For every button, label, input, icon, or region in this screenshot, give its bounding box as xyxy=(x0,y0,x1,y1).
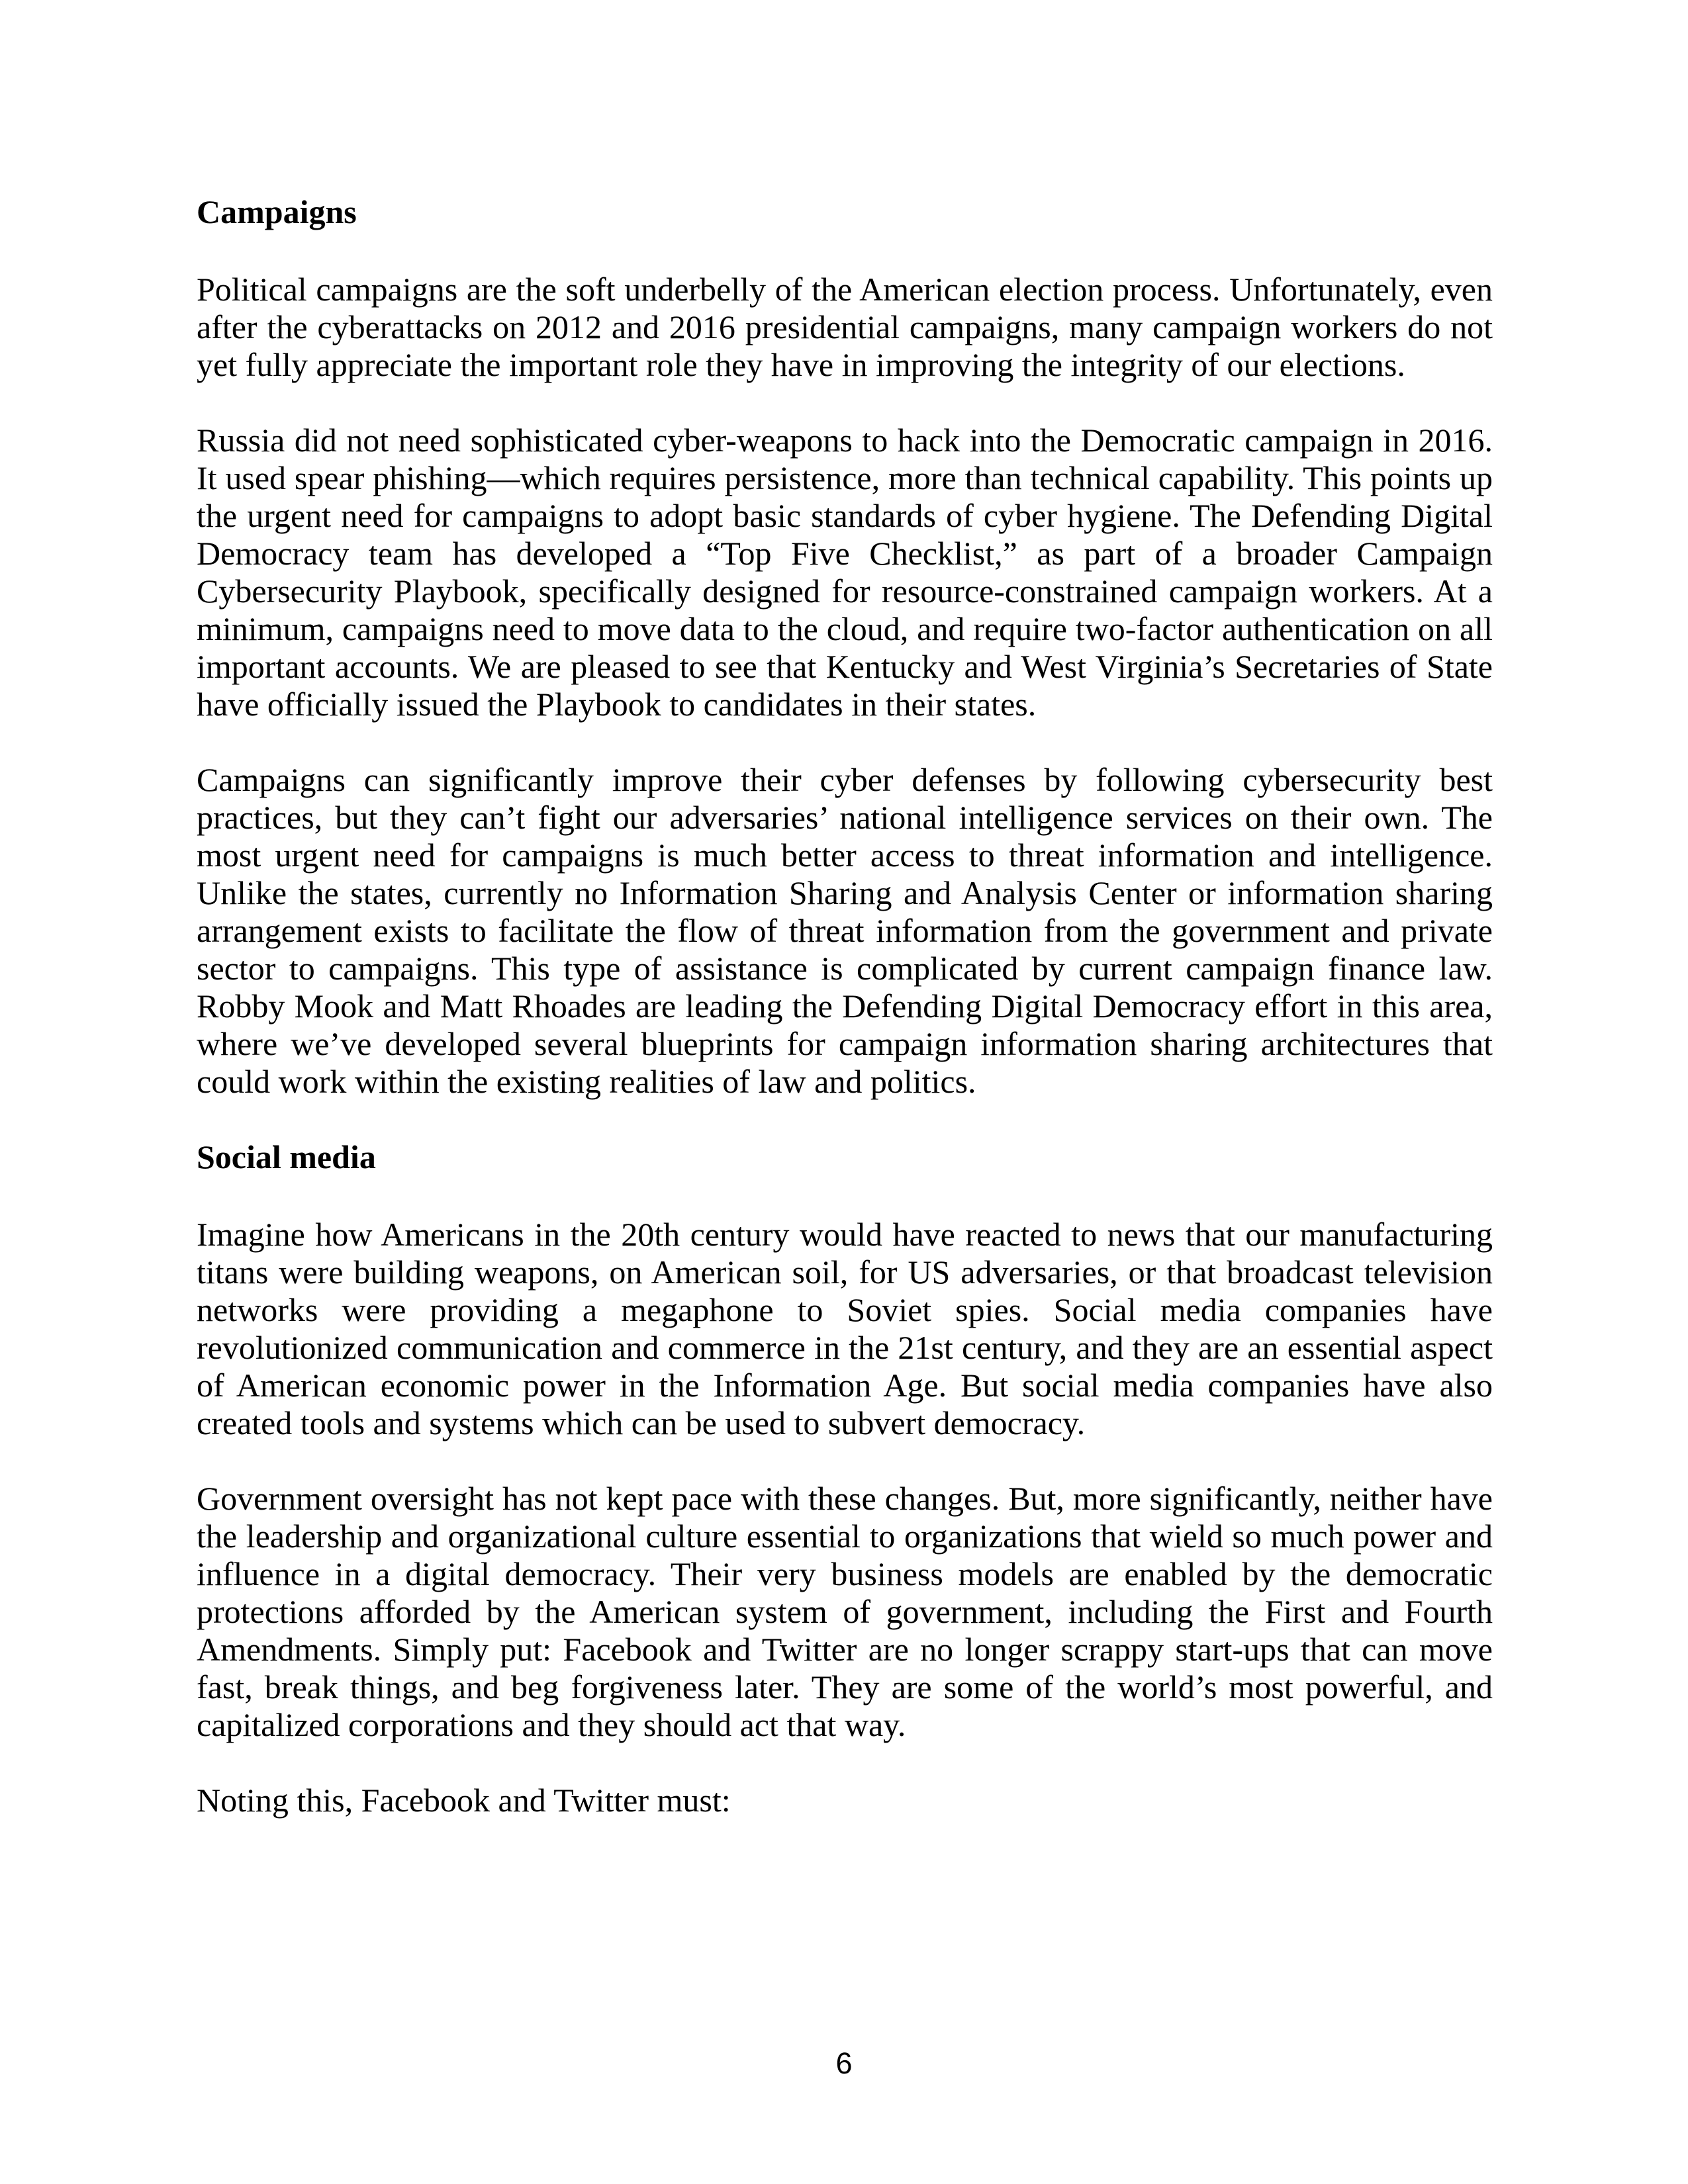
section-heading-social-media: Social media xyxy=(197,1138,376,1175)
paragraph-social-media-1: Imagine how Americans in the 20th century would have reacted to news that our manufacturing titans were building weapons, on American soil, for US adversaries, or that broadcast television networks were providing a megaphone to Soviet spies. Social media companies have revolutionized communication and commerce in the 21st century, and they are an essential aspect of American economic power in the Information Age. But social media companies have also created tools and systems which can be used to subvert democracy. xyxy=(197,1216,1493,1441)
paragraph-campaigns-3: Campaigns can significantly improve their cyber defenses by following cybersecurity best practices, but they can’t fight our adversaries’ national intelligence services on their own. The most urgent need for campaigns is much better access to threat information and intelligence. Unlike the states, currently no Information Sharing and Analysis Center or information sharing arrangement exists to facilitate the flow of threat information from the government and private sector to campaigns. This type of assistance is complicated by current campaign finance law. Robby Mook and Matt Rhoades are leading the Defending Digital Democracy effort in this area, where we’ve developed several blueprints for campaign information sharing architectures that could work within the existing realities of law and politics. xyxy=(197,761,1493,1100)
paragraph-social-media-2: Government oversight has not kept pace with these changes. But, more significantly, neither have the leadership and organizational culture essential to organizations that wield so much power and influence in a digital democracy. Their very business models are enabled by the democratic protections afforded by the American system of government, including the First and Fourth Amendments. Simply put: Facebook and Twitter are no longer scrappy start-ups that can move fast, break things, and beg forgiveness later. They are some of the world’s most powerful, and capitalized corporations and they should act that way. xyxy=(197,1480,1493,1743)
document-body xyxy=(197,193,1493,1857)
paragraph-campaigns-1: Political campaigns are the soft underbelly of the American election process. Unfortunately, even after the cyberattacks on 2012 and 2016 presidential campaigns, many campaign workers do not yet fully appreciate the important role they have in improving the integrity of our elections. xyxy=(197,271,1493,383)
page-number: 6 xyxy=(835,2046,853,2080)
paragraph-campaigns-2: Russia did not need sophisticated cyber-weapons to hack into the Democratic campaign in 2016. It used spear phishing—which requires persistence, more than technical capability. This points up the urgent need for campaigns to adopt basic standards of cyber hygiene. The Defending Digital Democracy team has developed a “Top Five Checklist,” as part of a broader Campaign Cybersecurity Playbook, specifically designed for resource-constrained campaign workers. At a minimum, campaigns need to move data to the cloud, and require two-factor authentication on all important accounts. We are pleased to see that Kentucky and West Virginia’s Secretaries of State have officially issued the Playbook to candidates in their states. xyxy=(197,422,1493,723)
paragraph-social-media-closing: Noting this, Facebook and Twitter must: xyxy=(197,1782,731,1819)
section-heading-campaigns: Campaigns xyxy=(197,193,357,230)
